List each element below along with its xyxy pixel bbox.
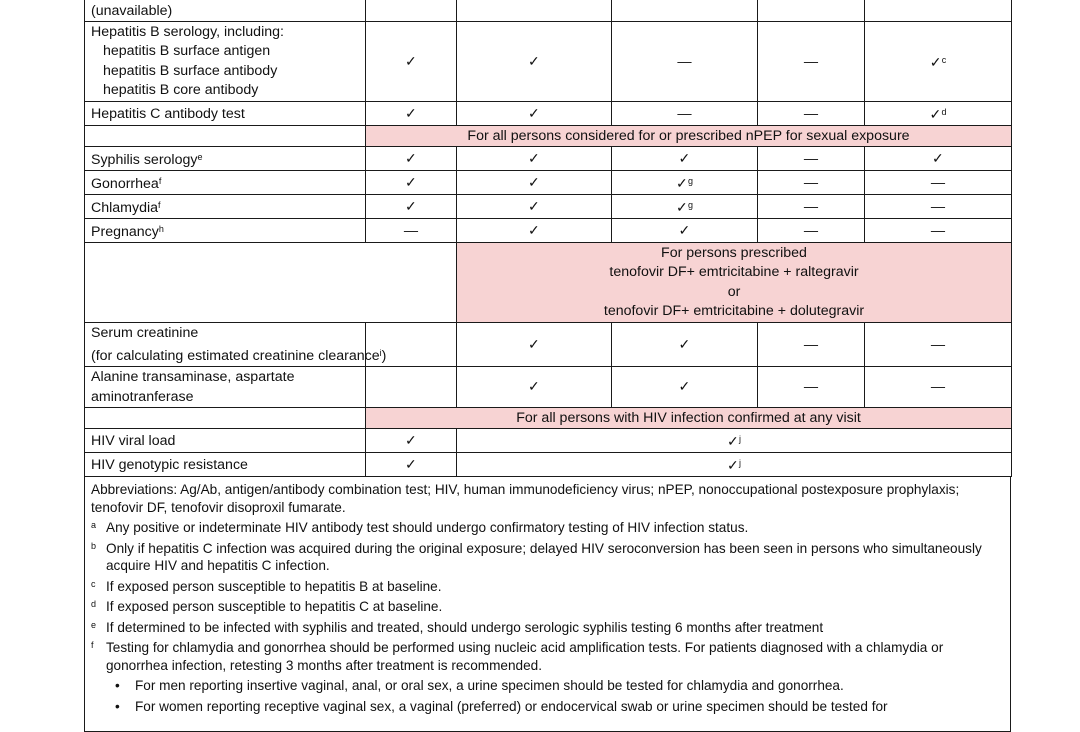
dash-icon: —	[758, 367, 865, 408]
check-icon: ✓	[366, 453, 457, 477]
row-label: Chlamydia$^f$	[85, 195, 366, 219]
check-icon: ✓	[929, 107, 942, 123]
list-item: • For women reporting receptive vaginal sex, a vaginal (preferred) or endocervical swab or urine specimen should be tested for	[115, 698, 888, 714]
abbreviations-note: Abbreviations: Ag/Ab, antigen/antibody combination test; HIV, human immunodeficiency virus; nPEP, nonoccupational postexposure prophylaxis; tenofovir DF, tenofovir disoproxil fumarate.	[91, 482, 960, 515]
table-row	[85, 243, 1012, 323]
dash-icon: —	[865, 171, 1012, 195]
dash-icon: —	[758, 195, 865, 219]
table-row	[85, 102, 1012, 126]
row-label: Hepatitis C antibody test	[85, 102, 366, 126]
section-header-prescribed-regimen: For persons prescribed tenofovir DF+ emtricitabine + raltegravir or tenofovir DF+ emtricitabine + dolutegravir	[457, 243, 1012, 323]
table-row	[85, 126, 1012, 147]
dash-icon: —	[758, 171, 865, 195]
table-row	[85, 219, 1012, 243]
footnote-b: b Only if hepatitis C infection was acquired during the original exposure; delayed HIV seroconversion has been seen in persons who simultaneously acquire HIV and hepatitis C infection.	[91, 540, 982, 573]
table-row	[85, 408, 1012, 429]
table-row	[85, 429, 1012, 453]
table-row	[85, 367, 1012, 408]
dash-icon: —	[758, 22, 865, 102]
check-icon: ✓	[676, 200, 688, 216]
table-row	[85, 453, 1012, 477]
dash-icon: —	[865, 195, 1012, 219]
dash-icon: —	[865, 323, 1012, 367]
check-icon: ✓	[366, 147, 457, 171]
row-label: Alanine transaminase, aspartate aminotranferase	[85, 367, 366, 408]
check-icon: ✓	[612, 323, 758, 367]
hepatitis-b-serology-label: Hepatitis B serology, including: hepatitis B surface antigen hepatitis B surface antibody hepatitis B core antibody	[85, 22, 366, 102]
check-icon: ✓	[676, 176, 688, 192]
dash-icon: —	[758, 323, 865, 367]
footnote-ref: f	[158, 176, 162, 186]
check-icon: ✓	[457, 323, 612, 367]
row-label: Syphilis serology$^e$	[85, 147, 366, 171]
footnote-ref: i	[379, 348, 382, 358]
check-icon: ✓	[457, 147, 612, 171]
list-item: • For men reporting insertive vaginal, anal, or oral sex, a urine specimen should be tested for chlamydia and gonorrhea.	[115, 678, 844, 693]
row-label: Pregnancy$^h$	[85, 219, 366, 243]
conditional-check	[612, 171, 758, 195]
footnote-d: d If exposed person susceptible to hepatitis C at baseline.	[91, 599, 443, 614]
dash-icon: —	[865, 219, 1012, 243]
footnote-ref: d	[941, 107, 947, 117]
lab-testing-table	[84, 0, 1012, 477]
check-icon: ✓	[366, 195, 457, 219]
check-icon: ✓	[457, 102, 612, 126]
footnote-ref: j	[738, 458, 741, 468]
footnote-ref: c	[941, 55, 947, 65]
check-icon: ✓	[612, 147, 758, 171]
dash-icon: —	[612, 102, 758, 126]
check-icon: ✓	[366, 429, 457, 453]
check-icon: ✓	[727, 434, 739, 450]
conditional-check	[612, 195, 758, 219]
footnote-ref: g	[687, 176, 693, 186]
check-icon: ✓	[727, 458, 739, 474]
check-icon: ✓	[457, 195, 612, 219]
row-label: HIV genotypic resistance	[85, 453, 366, 477]
row-label: (unavailable)	[85, 0, 366, 22]
check-icon: ✓	[457, 22, 612, 102]
footnote-ref: f	[158, 200, 161, 210]
conditional-check	[865, 102, 1012, 126]
section-header-sexual-exposure: For all persons considered for or prescribed nPEP for sexual exposure	[366, 126, 1012, 147]
conditional-check	[457, 429, 1012, 453]
footnote-a: a Any positive or indeterminate HIV antibody test should undergo confirmatory testing of HIV infection status.	[91, 520, 749, 535]
bullet-icon: •	[115, 698, 120, 714]
table-row	[85, 195, 1012, 219]
dash-icon: —	[612, 22, 758, 102]
dash-icon: —	[366, 219, 457, 243]
dash-icon: —	[865, 367, 1012, 408]
row-label: HIV viral load	[85, 429, 366, 453]
check-icon: ✓	[457, 171, 612, 195]
recommendations-table-page	[84, 0, 1011, 732]
dash-icon: —	[758, 219, 865, 243]
check-icon: ✓	[366, 102, 457, 126]
row-label: Gonorrhea$^f$	[85, 171, 366, 195]
check-icon: ✓	[457, 367, 612, 408]
footnote-ref: g	[687, 200, 693, 210]
check-icon: ✓	[612, 219, 758, 243]
table-row	[85, 22, 1012, 102]
dash-icon: —	[758, 102, 865, 126]
footnote-e: e If determined to be infected with syphilis and treated, should undergo serologic syphilis testing 6 months after treatment	[91, 619, 824, 635]
conditional-check	[865, 22, 1012, 102]
table-row	[85, 323, 1012, 367]
check-icon: ✓	[929, 55, 942, 71]
check-icon: ✓	[865, 147, 1012, 171]
table-row	[85, 0, 1012, 22]
footnote-c: c If exposed person susceptible to hepatitis B at baseline.	[91, 578, 442, 594]
footnote-ref: h	[158, 224, 164, 234]
footnote-f: f Testing for chlamydia and gonorrhea should be performed using nucleic acid amplification tests. For patients diagnosed with a chlamydia or gonorrhea infection, retesting 3 months after treatment is recommended.	[91, 640, 944, 673]
footnote-ref: e	[197, 152, 203, 162]
table-row	[85, 171, 1012, 195]
dash-icon: —	[758, 147, 865, 171]
check-icon: ✓	[366, 171, 457, 195]
check-icon: ✓	[612, 367, 758, 408]
table-row	[85, 147, 1012, 171]
bullet-icon: •	[115, 678, 120, 693]
footnote-ref: j	[738, 434, 741, 444]
row-label: Serum creatinine (for calculating estimated creatinine clearance$^i$)	[85, 323, 366, 367]
table-footnotes	[84, 477, 1011, 732]
section-header-hiv-confirmed: For all persons with HIV infection confirmed at any visit	[366, 408, 1012, 429]
check-icon: ✓	[366, 22, 457, 102]
conditional-check	[457, 453, 1012, 477]
check-icon: ✓	[457, 219, 612, 243]
